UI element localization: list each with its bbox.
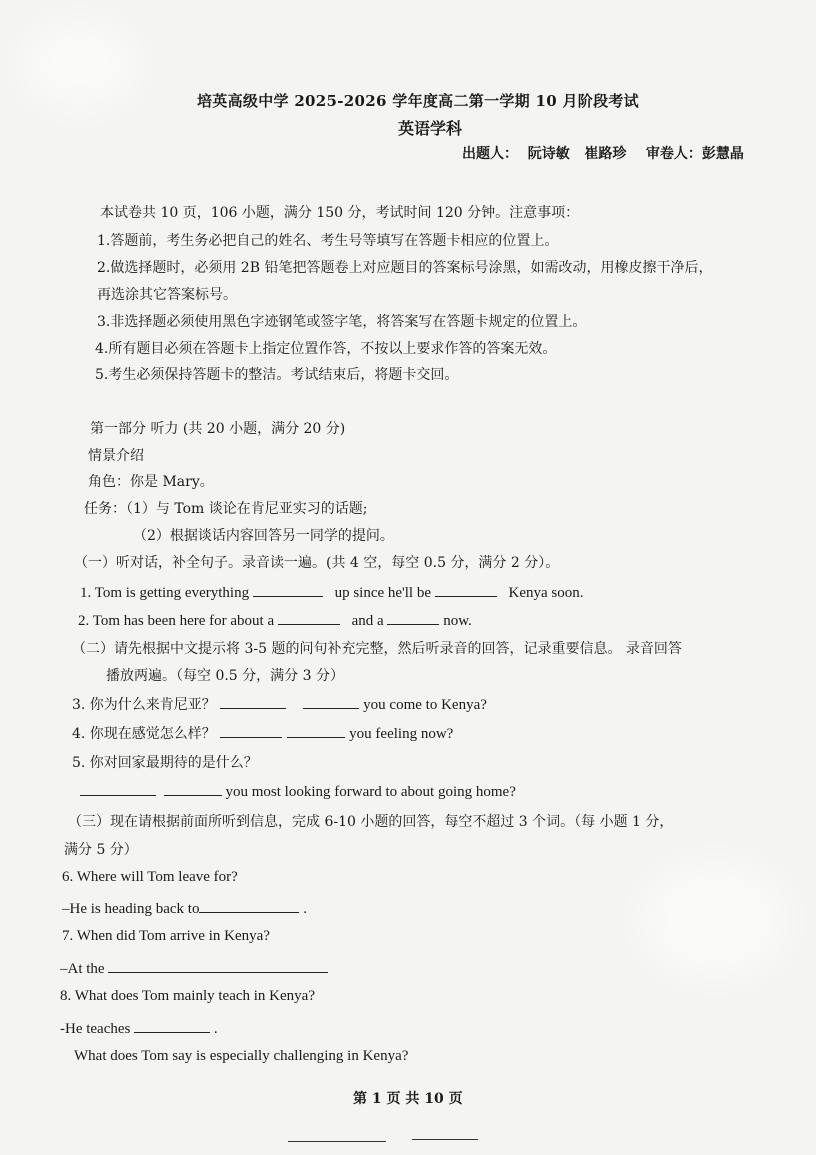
page-number: 第 1 页 共 10 页 — [353, 1091, 463, 1107]
role-line: 角色：你是 Mary。 — [88, 474, 214, 490]
question-1: 1. Tom is getting everything up since he'll be Kenya soon. — [80, 582, 584, 602]
question-3: 3. 你为什么来肯尼亚？ you come to Kenya? — [72, 694, 487, 714]
footer-rule — [288, 1141, 386, 1142]
answer-blank[interactable] — [108, 958, 328, 973]
question-4: 4. 你现在感觉怎么样？ you feeling now? — [72, 723, 453, 743]
notice-item-3: 3.非选择题必须使用黑色字迹钢笔或签字笔，将答案写在答题卡规定的位置上。 — [97, 314, 587, 330]
notice-intro: 本试卷共 10 页，106 小题，满分 150 分，考试时间 120 分钟。注意事项： — [100, 205, 580, 221]
exam-title: 培英高级中学 2025-2026 学年度高二第一学期 10 月阶段考试 — [197, 92, 639, 110]
answer-blank[interactable] — [387, 610, 439, 625]
answer-blank[interactable] — [134, 1018, 210, 1033]
question-6: 6. Where will Tom leave for? — [62, 869, 238, 885]
notice-item-2: 2.做选择题时，必须用 2B 铅笔把答题卷上对应题目的答案标号涂黑，如需改动，用橡皮擦干净后， — [97, 260, 713, 276]
answer-blank[interactable] — [164, 781, 222, 796]
notice-item-2-cont: 再选涂其它答案标号。 — [97, 287, 237, 303]
scene-label: 情景介绍 — [88, 448, 144, 464]
answer-blank[interactable] — [199, 898, 299, 913]
subject-title: 英语学科 — [398, 119, 463, 138]
question-8: 8. What does Tom mainly teach in Kenya? — [60, 988, 315, 1004]
footer-rule — [412, 1139, 478, 1140]
section1-heading: （一）听对话，补全句子。录音读一遍。(共 4 空，每空 0.5 分，满分 2 分）。 — [74, 555, 560, 571]
exam-authors: 出题人： 阮诗敏 崔路珍 审卷人：彭慧晶 — [462, 146, 744, 162]
answer-blank[interactable] — [278, 610, 340, 625]
question-9: What does Tom say is especially challenging in Kenya? — [74, 1048, 409, 1064]
section3-heading-cont: 满分 5 分） — [64, 842, 138, 858]
task-line-2: （2）根据谈话内容回答另一同学的提问。 — [133, 528, 394, 544]
answer-8: -He teaches . — [60, 1018, 218, 1038]
answer-blank[interactable] — [80, 781, 156, 796]
section2-heading-cont: 播放两遍。（每空 0.5 分，满分 3 分） — [106, 668, 344, 684]
notice-item-1: 1.答题前，考生务必把自己的姓名、考生号等填写在答题卡相应的位置上。 — [97, 233, 559, 249]
question-5: 5. 你对回家最期待的是什么？ — [72, 755, 258, 771]
section3-heading: （三）现在请根据前面所听到信息，完成 6-10 小题的回答，每空不超过 3 个词。（每 小题 1 分， — [68, 814, 674, 830]
answer-6: –He is heading back to . — [62, 898, 307, 918]
answer-blank[interactable] — [253, 582, 323, 597]
answer-7: –At the — [60, 958, 328, 978]
question-2: 2. Tom has been here for about a and a now. — [78, 610, 472, 630]
answer-blank[interactable] — [435, 582, 497, 597]
scan-smudge — [640, 860, 790, 980]
answer-blank[interactable] — [287, 723, 345, 738]
question-5-english: you most looking forward to about going home? — [80, 781, 516, 801]
answer-blank[interactable] — [303, 694, 359, 709]
part1-heading: 第一部分 听力 (共 20 小题，满分 20 分) — [90, 421, 346, 437]
section2-heading: （二）请先根据中文提示将 3-5 题的问句补充完整，然后听录音的回答，记录重要信息。 录音回答 — [72, 641, 682, 657]
scan-smudge — [20, 20, 140, 110]
question-7: 7. When did Tom arrive in Kenya? — [62, 928, 270, 944]
notice-item-4: 4.所有题目必须在答题卡上指定位置作答，不按以上要求作答的答案无效。 — [95, 341, 557, 357]
notice-item-5: 5.考生必须保持答题卡的整洁。考试结束后，将题卡交回。 — [95, 367, 459, 383]
task-line-1: 任务：（1）与 Tom 谈论在肯尼亚实习的话题; — [84, 501, 368, 517]
answer-blank[interactable] — [220, 723, 282, 738]
answer-blank[interactable] — [220, 694, 286, 709]
